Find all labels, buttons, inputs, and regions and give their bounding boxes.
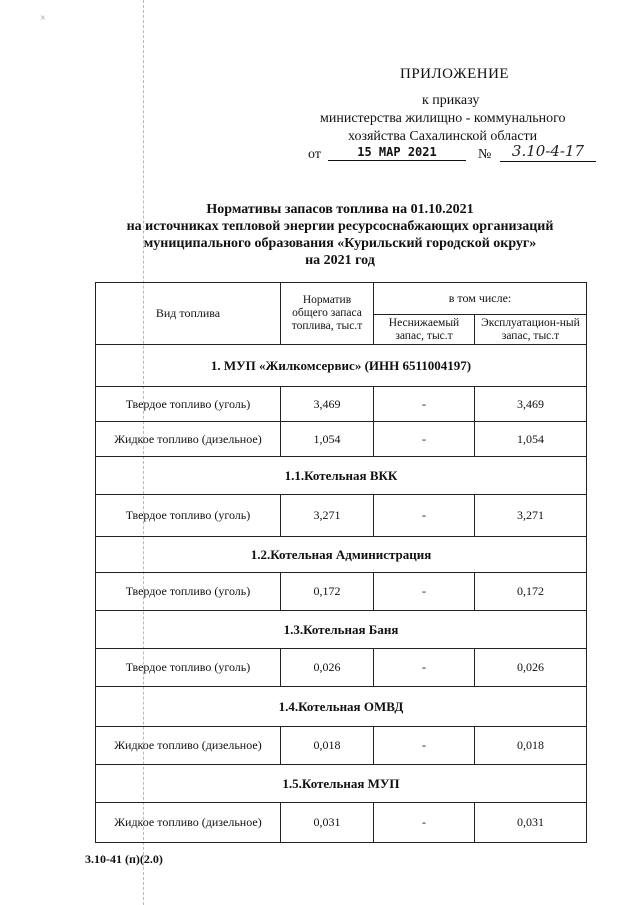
operational-cell: 0,031 — [475, 803, 587, 843]
total-cell: 0,172 — [281, 573, 374, 611]
title-line-2: на источниках тепловой энергии ресурсоснабжающих организаций — [126, 219, 554, 234]
total-cell: 3,469 — [281, 387, 374, 422]
reserve-cell: - — [374, 803, 475, 843]
fuel-type-cell: Твердое топливо (уголь) — [96, 495, 281, 537]
appendix-title: ПРИЛОЖЕНИЕ — [400, 66, 510, 82]
section-row — [96, 765, 587, 803]
reserve-cell: - — [374, 573, 475, 611]
reserve-cell: - — [374, 422, 475, 457]
reserve-cell: - — [374, 649, 475, 687]
total-cell: 0,018 — [281, 727, 374, 765]
number-prefix: № — [478, 147, 492, 162]
table-row — [96, 573, 587, 611]
document-title — [95, 201, 585, 269]
section-name: 1.4.Котельная ОМВД — [96, 687, 587, 727]
reserve-cell: - — [374, 495, 475, 537]
org-name: 1. МУП «Жилкомсервис» (ИНН 6511004197) — [96, 345, 587, 387]
total-cell: 0,026 — [281, 649, 374, 687]
order-line-3: хозяйства Сахалинской области — [348, 129, 538, 144]
table-row — [96, 422, 587, 457]
header-including: в том числе: — [374, 283, 587, 315]
header-total-norm: Норматив общего запаса топлива, тыс.т — [281, 283, 374, 345]
order-line-1: к приказу — [422, 93, 480, 108]
table-row — [96, 803, 587, 843]
total-cell: 3,271 — [281, 495, 374, 537]
order-date: 15 МАР 2021 — [328, 145, 466, 161]
section-name: 1.1.Котельная ВКК — [96, 457, 587, 495]
operational-cell: 0,026 — [475, 649, 587, 687]
table-row — [96, 495, 587, 537]
title-line-1: Нормативы запасов топлива на 01.10.2021 — [206, 202, 474, 217]
operational-cell: 1,054 — [475, 422, 587, 457]
table-row — [96, 649, 587, 687]
section-row — [96, 537, 587, 573]
header-reserve: Неснижаемый запас, тыс.т — [374, 315, 475, 345]
section-name: 1.3.Котельная Баня — [96, 611, 587, 649]
fuel-type-cell: Твердое топливо (уголь) — [96, 387, 281, 422]
table-header-row — [96, 283, 587, 315]
total-cell: 0,031 — [281, 803, 374, 843]
section-row — [96, 457, 587, 495]
operational-cell: 3,271 — [475, 495, 587, 537]
title-line-3: муниципального образования «Курильский городской округ» — [143, 236, 537, 251]
section-name: 1.2.Котельная Администрация — [96, 537, 587, 573]
fuel-type-cell: Твердое топливо (уголь) — [96, 573, 281, 611]
form-code: 3.10-41 (п)(2.0) — [85, 852, 163, 866]
operational-cell: 3,469 — [475, 387, 587, 422]
header-operational: Эксплуатацион-ный запас, тыс.т — [475, 315, 587, 345]
date-prefix: от — [308, 147, 321, 162]
order-line-2: министерства жилищно - коммунального — [320, 111, 566, 126]
scan-mark: × — [40, 13, 46, 24]
section-row — [96, 611, 587, 649]
section-row — [96, 687, 587, 727]
order-number: 3.10-4-17 — [500, 142, 596, 162]
fuel-norms-table — [95, 282, 587, 843]
title-line-4: на 2021 год — [305, 253, 375, 268]
fuel-type-cell: Жидкое топливо (дизельное) — [96, 422, 281, 457]
section-name: 1.5.Котельная МУП — [96, 765, 587, 803]
header-fuel-type: Вид топлива — [96, 283, 281, 345]
total-cell: 1,054 — [281, 422, 374, 457]
table-row — [96, 727, 587, 765]
reserve-cell: - — [374, 387, 475, 422]
operational-cell: 0,018 — [475, 727, 587, 765]
operational-cell: 0,172 — [475, 573, 587, 611]
fuel-type-cell: Жидкое топливо (дизельное) — [96, 727, 281, 765]
reserve-cell: - — [374, 727, 475, 765]
fuel-type-cell: Жидкое топливо (дизельное) — [96, 803, 281, 843]
org-row — [96, 345, 587, 387]
table-row — [96, 387, 587, 422]
fuel-type-cell: Твердое топливо (уголь) — [96, 649, 281, 687]
